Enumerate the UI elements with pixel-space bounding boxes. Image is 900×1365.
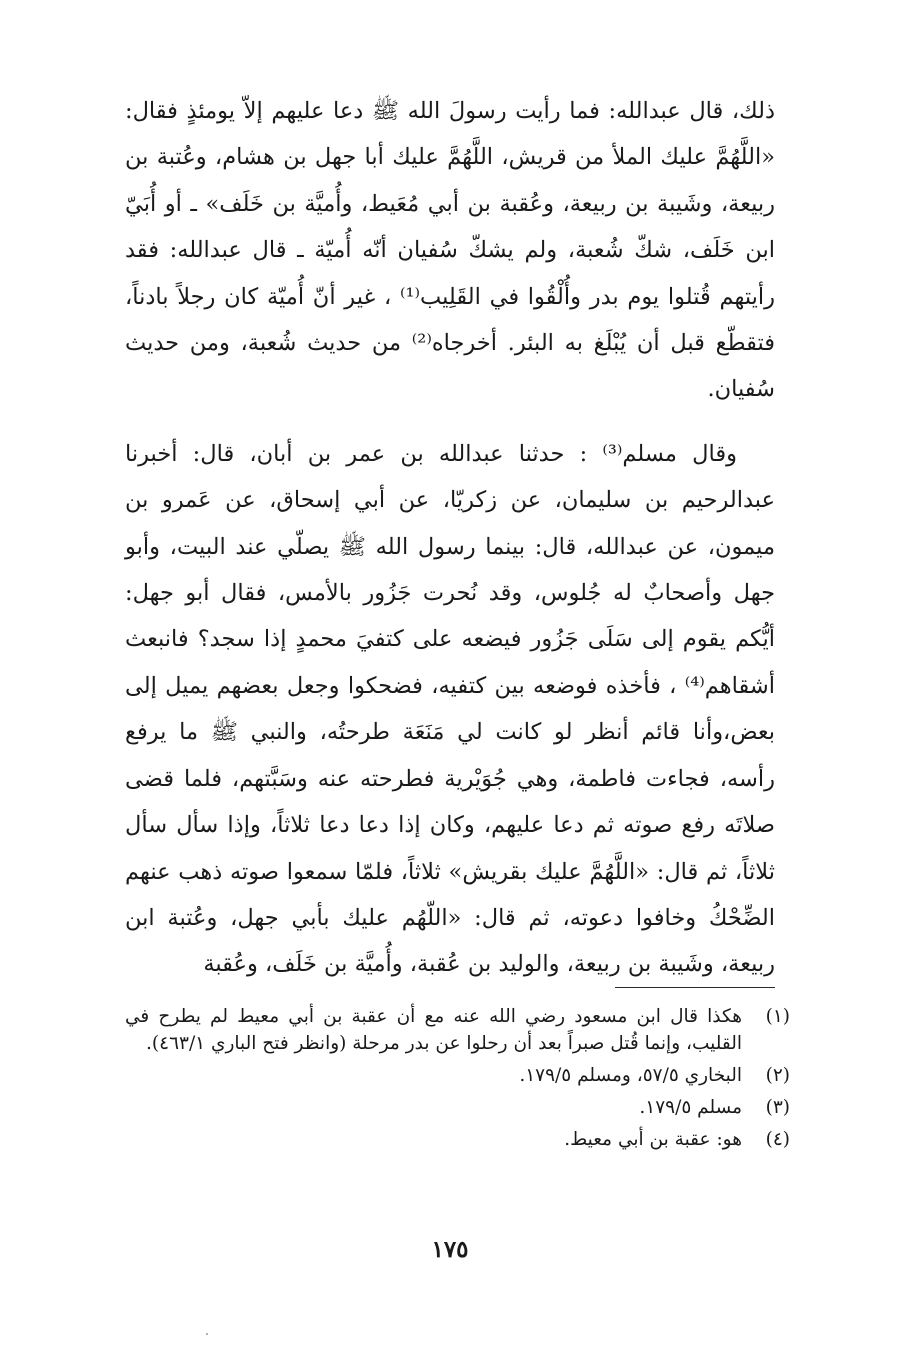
footnote-2 — [125, 1062, 790, 1089]
paragraph-1: ذلك، قال عبدالله: فما رأيت رسولَ الله ﷺ دعا عليهم إلاّ يومئذٍ فقال: «اللَّهُمَّ عليك الملأ من قريش، اللَّهُمَّ عليك أبا جهل بن هشام، وعُتبة بن ربيعة، وشَيبة بن ربيعة، وعُقبة بن أبي مُعَيط، وأُميَّة بن خَلَف» ـ أو أُبَيّ ابن خَلَف، شكّ شُعبة، ولم يشكّ سُفيان أنّه أُميّة ـ قال عبدالله: فقد رأيتهم قُتلوا يوم بدر وأُلْقُوا في القَلِيب⁽¹⁾ ، غير أنّ أُميّة كان رجلاً بادناً، فتقطّع قبل أن يُبْلَغ به البئر. أخرجاه⁽²⁾ من حديث شُعبة، ومن حديث سُفيان. — [125, 98, 776, 403]
main-text — [125, 88, 775, 988]
paragraph-2: وقال مسلم⁽³⁾ : حدثنا عبدالله بن عمر بن أبان، قال: أخبرنا عبدالرحيم بن سليمان، عن زكريّا، عن أبي إسحاق، عن عَمرو بن ميمون، عن عبدالله، قال: بينما رسول الله ﷺ يصلّي عند البيت، وأبو جهل وأصحابٌ له جُلوس، وقد نُحرت جَزُور بالأمس، فقال أبو جهل: أيُّكم يقوم إلى سَلَى جَزُور فيضعه على كتفيَ محمدٍ إذا سجد؟ فانبعث أشقاهم⁽⁴⁾ ، فأخذه فوضعه بين كتفيه، فضحكوا وجعل بعضهم يميل إلى بعض،وأنا قائم أنظر لو كانت لي مَنَعَة طرحتُه، والنبي ﷺ ما يرفع رأسه، فجاءت فاطمة، وهي جُوَيْرية فطرحته عنه وسَبَّتهم، فلما قضى صلاتَه رفع صوته ثم دعا عليهم، وكان إذا دعا دعا ثلاثاً، وإذا سأل سأل ثلاثاً، ثم قال: «اللَّهُمَّ عليك بقريش» ثلاثاً، فلمّا سمعوا صوته ذهب عنهم الضِّحْكُ وخافوا دعوته، ثم قال: «اللّهُم عليك بأبي جهل، وعُتبة ابن ربيعة، وشَيبة بن ربيعة، والوليد بن عُقبة، وأُميَّة بن خَلَف، وعُقبة — [125, 440, 775, 978]
footnote-marker: (٤) — [765, 1129, 790, 1150]
scan-speck — [206, 1333, 208, 1335]
footnote-marker: (٣) — [765, 1097, 790, 1118]
footnote-text: هو: عقبة بن أبي معيط. — [564, 1129, 742, 1150]
footnote-3 — [125, 1094, 790, 1121]
footnotes — [125, 1003, 790, 1158]
footnote-text: البخاري ٥٧/٥، ومسلم ١٧٩/٥. — [519, 1065, 742, 1086]
page-number: ١٧٥ — [431, 1236, 469, 1263]
footnote-4 — [125, 1126, 790, 1153]
footnote-text: مسلم ١٧٩/٥. — [639, 1097, 742, 1118]
footnote-marker: (٢) — [765, 1065, 790, 1086]
footnote-1 — [125, 1003, 790, 1057]
footnote-text: هكذا قال ابن مسعود رضي الله عنه مع أن عقبة بن أبي معيط لم يطرح في القليب، وإنما قُتل صبراً بعد أن رحلوا عن بدر مرحلة (وانظر فتح الباري ٤٦٣/١). — [125, 1006, 742, 1054]
footnote-marker: (١) — [765, 1006, 790, 1027]
footnote-separator — [615, 987, 775, 988]
